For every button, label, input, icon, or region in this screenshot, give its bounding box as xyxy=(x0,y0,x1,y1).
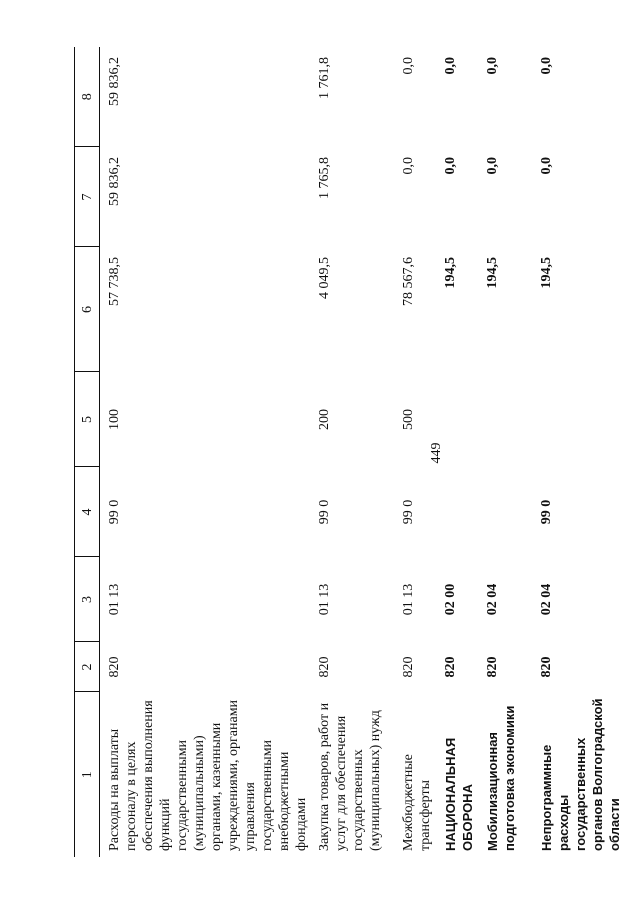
row-name: Закупка товаров, работ и услуг для обеспечения государственных (муниципальных) нужд xyxy=(317,702,383,851)
budget-table xyxy=(74,47,623,857)
column-header-4: 4 xyxy=(75,467,100,557)
cell-value-8: 0,0 xyxy=(539,57,554,75)
cell-expense-type: 200 xyxy=(317,409,332,430)
cell-value-6: 4 049,5 xyxy=(317,257,332,299)
cell-value-8: 59 836,2 xyxy=(107,57,122,106)
cell-grbs: 820 xyxy=(485,656,500,678)
cell-target xyxy=(478,467,532,557)
cell-value-7: 1 765,8 xyxy=(317,157,332,199)
cell-target: 99 0 xyxy=(107,499,122,525)
cell-value-7: 0,0 xyxy=(443,157,458,175)
rotated-table-container xyxy=(74,47,634,857)
cell-value-7: 0,0 xyxy=(485,157,500,175)
row-name: Непрограммные расходы государственных органов Волгоградской области xyxy=(539,698,622,851)
cell-section: 02 00 xyxy=(443,583,458,616)
cell-value-8: 0,0 xyxy=(485,57,500,75)
cell-grbs: 820 xyxy=(401,656,416,678)
cell-target: 99 0 xyxy=(317,499,332,525)
table-row xyxy=(100,47,311,857)
cell-section: 02 04 xyxy=(485,583,500,616)
cell-section: 01 13 xyxy=(401,583,416,616)
cell-section: 01 13 xyxy=(317,583,332,616)
header-row xyxy=(75,47,100,857)
table-row xyxy=(436,47,478,857)
cell-value-6: 57 738,5 xyxy=(107,257,122,306)
table-row xyxy=(310,47,394,857)
cell-grbs: 820 xyxy=(107,656,122,678)
cell-expense-type: 100 xyxy=(107,409,122,430)
cell-value-6: 78 567,6 xyxy=(401,257,416,306)
table-row xyxy=(394,47,436,857)
cell-expense-type xyxy=(532,372,623,467)
cell-value-6: 194,5 xyxy=(539,257,554,289)
column-header-7: 7 xyxy=(75,147,100,247)
cell-value-8: 0,0 xyxy=(443,57,458,75)
cell-target: 99 0 xyxy=(401,499,416,525)
cell-grbs: 820 xyxy=(317,656,332,678)
cell-value-7: 0,0 xyxy=(401,157,416,175)
cell-target: 99 0 xyxy=(539,499,554,525)
column-header-5: 5 xyxy=(75,372,100,467)
column-header-6: 6 xyxy=(75,247,100,372)
cell-expense-type: 500 xyxy=(401,409,416,430)
cell-value-6: 194,5 xyxy=(443,257,458,289)
row-name: Мобилизационная подготовка экономики xyxy=(485,705,517,851)
cell-value-7: 0,0 xyxy=(539,157,554,175)
column-header-8: 8 xyxy=(75,47,100,147)
cell-grbs: 820 xyxy=(539,656,554,678)
cell-value-6: 194,5 xyxy=(485,257,500,289)
table-row xyxy=(478,47,532,857)
cell-grbs: 820 xyxy=(443,656,458,678)
cell-value-7: 59 836,2 xyxy=(107,157,122,206)
cell-value-8: 0,0 xyxy=(401,57,416,75)
cell-section: 01 13 xyxy=(107,583,122,616)
cell-target xyxy=(436,467,478,557)
table-row xyxy=(532,47,623,857)
row-name: Расходы на выплаты персоналу в целях обеспечения выполнения функций государственными (муниципальными) органами, казенными учреждениями, органами управления государственными внебюджетными фондами xyxy=(107,699,309,851)
row-name: НАЦИОНАЛЬНАЯ ОБОРОНА xyxy=(443,737,475,851)
column-header-1: 1 xyxy=(75,692,100,857)
row-name: Межбюджетные трансферты xyxy=(401,754,433,851)
cell-expense-type xyxy=(436,372,478,467)
column-header-2: 2 xyxy=(75,642,100,692)
cell-section: 02 04 xyxy=(539,583,554,616)
page-number: 449 xyxy=(429,442,444,464)
cell-value-8: 1 761,8 xyxy=(317,57,332,99)
cell-expense-type xyxy=(478,372,532,467)
column-header-3: 3 xyxy=(75,557,100,642)
